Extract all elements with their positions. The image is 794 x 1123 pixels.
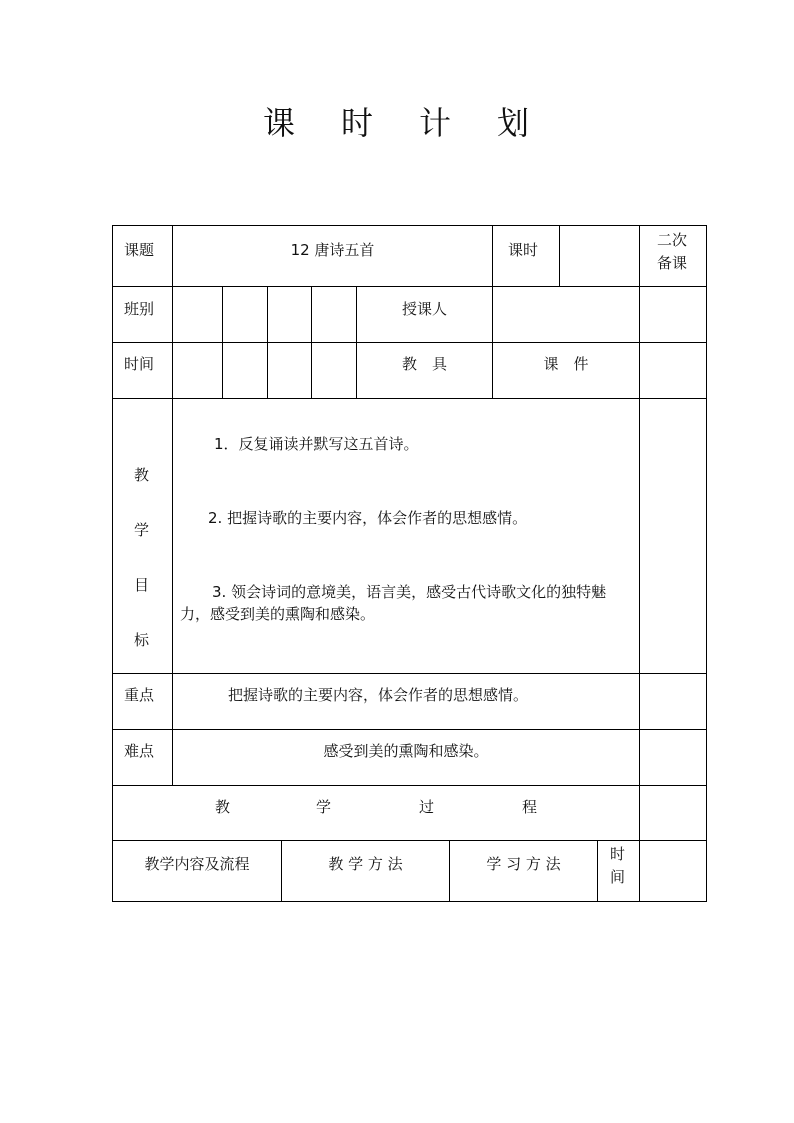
process-label-char: 程: [522, 798, 538, 816]
objectives-label-char: 标: [134, 631, 150, 649]
col-line: [267, 286, 268, 398]
difficulty-label: 难点: [124, 742, 155, 760]
objectives-label-char: 教: [134, 466, 150, 484]
col-line: [597, 840, 598, 901]
topic-value: 12 唐诗五首: [290, 241, 375, 259]
objectives-label-char: 学: [134, 521, 150, 539]
col-line: [172, 225, 173, 785]
row-line: [112, 840, 707, 841]
page-title: [0, 98, 794, 144]
border-top: [112, 225, 707, 226]
period-label: 课时: [508, 241, 539, 259]
objective-item: 2. 把握诗歌的主要内容，体会作者的思想感情。: [208, 509, 528, 527]
title-char: 划: [497, 104, 532, 142]
col-line: [311, 286, 312, 398]
time-col-label-line2: 间: [610, 868, 626, 886]
process-label-char: 过: [419, 798, 435, 816]
teaching-aid-label: 教 具: [401, 355, 447, 373]
courseware-label: 课 件: [543, 355, 589, 373]
title-char: 时: [340, 104, 375, 142]
row-line: [112, 342, 707, 343]
teacher-label: 授课人: [401, 300, 447, 318]
learning-method-label: 学 习 方 法: [486, 855, 561, 873]
row-line: [112, 729, 707, 730]
second-prep-label-line1: 二次: [657, 231, 688, 249]
class-label: 班别: [124, 300, 155, 318]
row-line: [112, 785, 707, 786]
objective-item: 1．反复诵读并默写这五首诗。: [214, 435, 419, 453]
process-label-char: 教: [215, 798, 231, 816]
time-label: 时间: [124, 355, 155, 373]
col-line: [639, 225, 640, 902]
col-line: [492, 286, 493, 398]
difficulty-value: 感受到美的熏陶和感染。: [323, 742, 489, 760]
border-right: [706, 225, 707, 902]
second-prep-label-line2: 备课: [657, 254, 688, 272]
row-line: [112, 398, 707, 399]
title-char: 计: [419, 104, 454, 142]
col-line: [222, 286, 223, 398]
title-char: 课: [262, 104, 297, 142]
col-line: [492, 225, 493, 286]
topic-label: 课题: [124, 241, 155, 259]
border-bottom: [112, 901, 707, 902]
process-label-char: 学: [316, 798, 332, 816]
content-flow-label: 教学内容及流程: [144, 855, 250, 873]
row-line: [112, 673, 707, 674]
key-point-value: 把握诗歌的主要内容，体会作者的思想感情。: [228, 686, 529, 704]
objectives-label-char: 目: [134, 576, 150, 594]
border-left: [112, 225, 113, 902]
time-col-label-line1: 时: [610, 845, 626, 863]
col-line: [559, 225, 560, 286]
teaching-method-label: 教 学 方 法: [328, 855, 403, 873]
objective-item: 3. 领会诗词的意境美，语言美，感受古代诗歌文化的独特魅力，感受到美的熏陶和感染。: [180, 583, 607, 623]
row-line: [112, 286, 707, 287]
key-point-label: 重点: [124, 686, 155, 704]
